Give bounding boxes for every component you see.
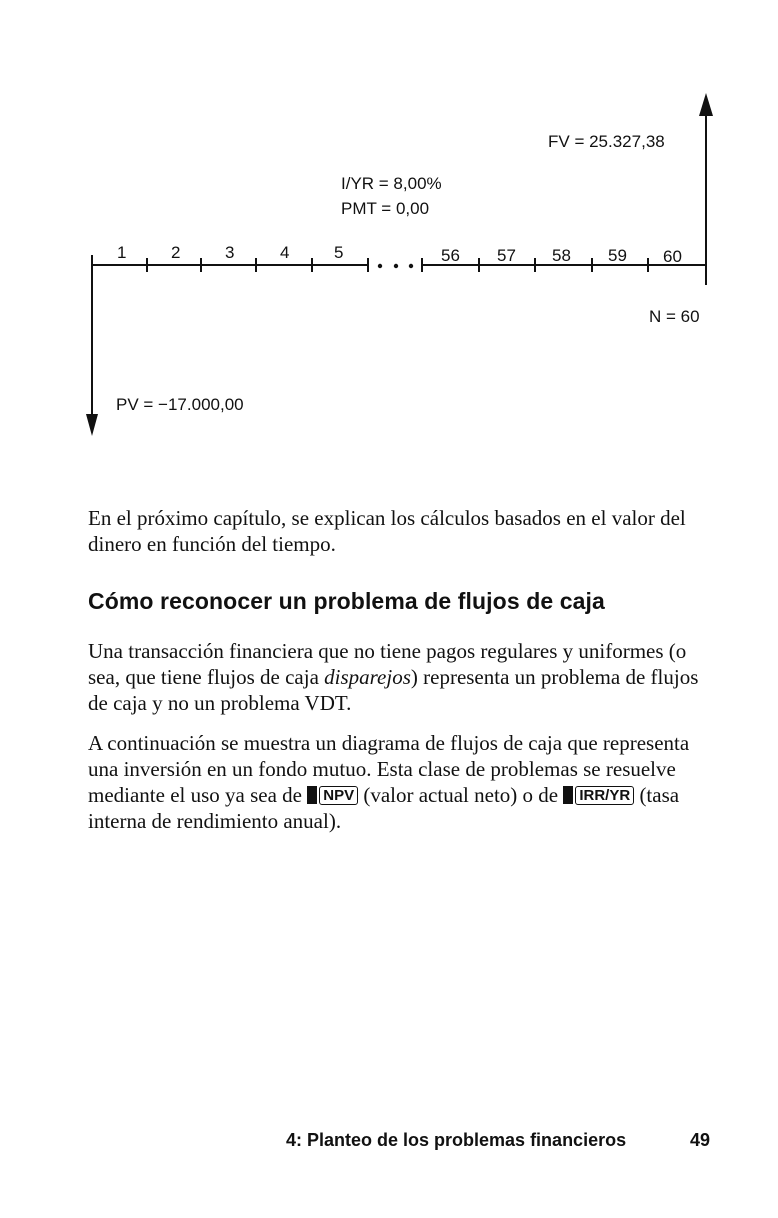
paragraph-text: ) representa un problema de flujos de caja y no un problema VDT. [88,665,699,715]
paragraph-example [88,730,708,834]
section-heading: Cómo reconocer un problema de flujos de caja [88,588,605,614]
period-label: 59 [608,246,627,265]
iyr-label: I/YR = 8,00% [341,174,442,193]
period-label: 2 [171,243,181,262]
paragraph-uneven-flows [88,638,708,716]
period-label: 4 [280,243,290,262]
pmt-label: PMT = 0,00 [341,199,430,218]
period-label: 3 [225,243,235,262]
period-label: 60 [663,247,682,266]
footer-chapter-title: 4: Planteo de los problemas financieros [286,1130,627,1150]
period-label: 57 [497,246,516,265]
paragraph-next-chapter: En el próximo capítulo, se explican los cálculos basados en el valor del dinero en función del tiempo. [88,506,686,556]
irr-yr-key: IRR/YR [575,786,634,805]
period-label: 5 [334,243,344,262]
fv-label: FV = 25.327,38 [548,132,665,151]
period-label: 1 [117,243,127,262]
paragraph-text: A continuación se muestra un diagrama de flujos de caja que representa una inversión en un fondo mutuo. Esta clase de problemas se resuelve mediante el uso ya sea de [88,731,690,807]
shift-key-icon [563,786,573,804]
shift-key-icon [307,786,317,804]
fv-arrow-head-icon [699,93,713,116]
n-label: N = 60 [649,307,700,326]
period-label: 58 [552,246,571,265]
paragraph-text: Una transacción financiera que no tiene pagos regulares y uniformes (o sea, que tiene flujos de caja [88,639,687,689]
cash-flow-diagram [0,0,778,460]
pv-arrow-head-icon [86,414,98,436]
period-label: 56 [441,246,460,265]
npv-key: NPV [319,786,358,805]
paragraph-text: (valor actual neto) o de [358,783,564,807]
pv-label: PV = −17.000,00 [116,395,244,414]
paragraph-text: (tasa interna de rendimiento anual). [88,783,680,833]
page-number: 49 [690,1130,711,1150]
paragraph-emphasis: disparejos [324,665,411,689]
